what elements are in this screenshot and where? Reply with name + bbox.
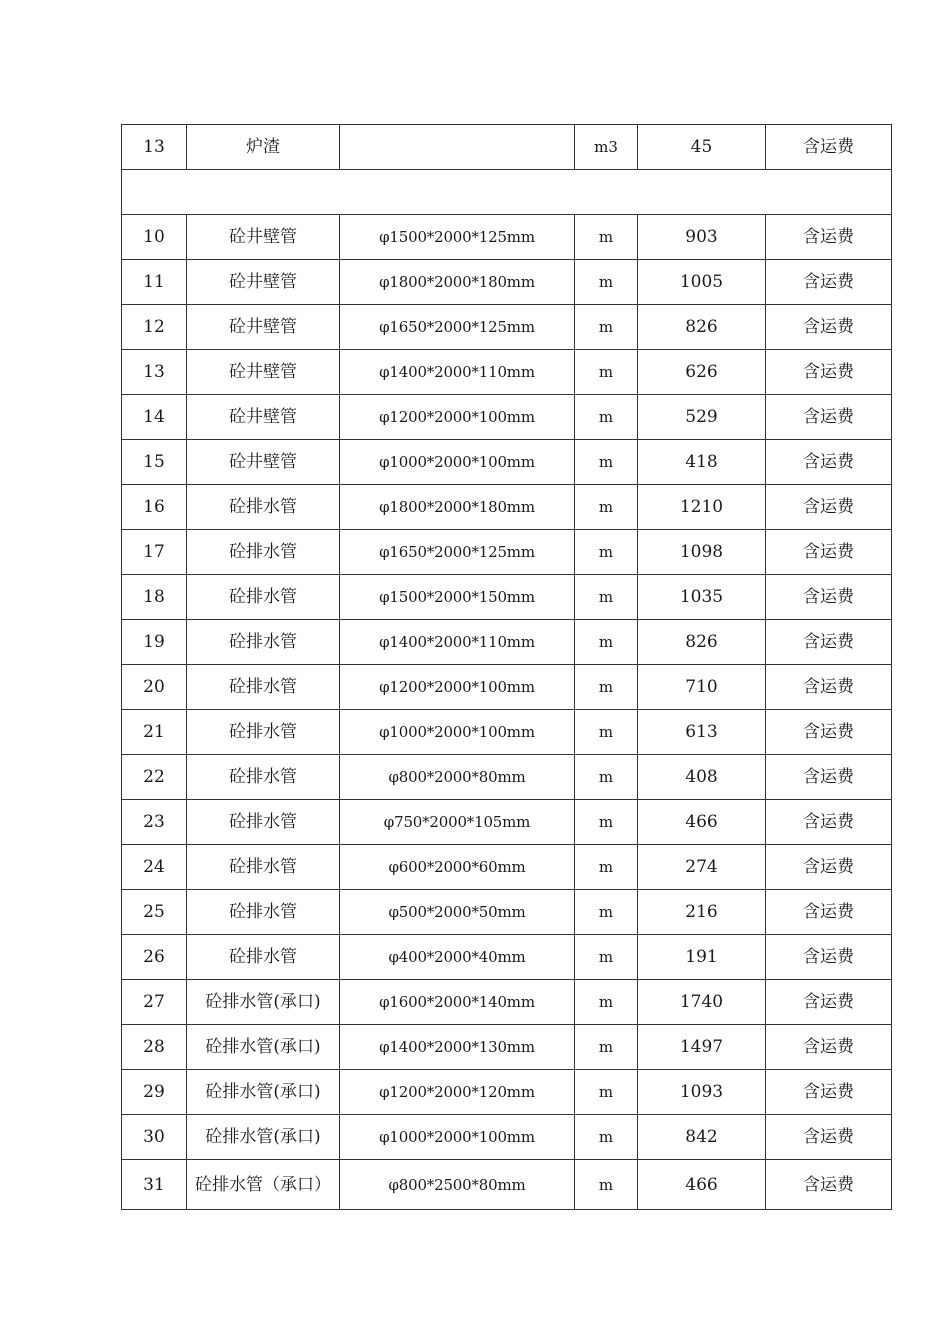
cell-note: 含运费	[766, 440, 892, 485]
table-row	[122, 530, 892, 575]
cell-spec: φ1800*2000*180mm	[340, 260, 575, 305]
cell-unit: m	[575, 1160, 638, 1210]
cell-note: 含运费	[766, 575, 892, 620]
cell-spec: φ1600*2000*140mm	[340, 980, 575, 1025]
cell-note: 含运费	[766, 350, 892, 395]
cell-no: 25	[122, 890, 187, 935]
cell-name: 砼排水管（承口）	[187, 1160, 340, 1210]
cell-unit: m	[575, 305, 638, 350]
cell-no: 18	[122, 575, 187, 620]
cell-name: 砼井壁管	[187, 395, 340, 440]
table-body	[122, 125, 892, 1210]
cell-note: 含运费	[766, 260, 892, 305]
cell-note: 含运费	[766, 530, 892, 575]
cell-no: 27	[122, 980, 187, 1025]
table-row	[122, 1070, 892, 1115]
cell-note: 含运费	[766, 800, 892, 845]
cell-note: 含运费	[766, 305, 892, 350]
cell-price: 903	[638, 215, 766, 260]
cell-price: 842	[638, 1115, 766, 1160]
cell-note: 含运费	[766, 125, 892, 170]
price-table	[121, 124, 892, 1210]
cell-spec: φ800*2000*80mm	[340, 755, 575, 800]
cell-unit: m	[575, 260, 638, 305]
cell-price: 826	[638, 620, 766, 665]
cell-name: 砼排水管	[187, 710, 340, 755]
cell-unit: m	[575, 845, 638, 890]
table-row	[122, 1160, 892, 1210]
cell-no: 17	[122, 530, 187, 575]
cell-no: 13	[122, 125, 187, 170]
cell-spec: φ1000*2000*100mm	[340, 1115, 575, 1160]
cell-unit: m	[575, 665, 638, 710]
cell-no: 16	[122, 485, 187, 530]
cell-name: 砼排水管(承口)	[187, 1070, 340, 1115]
cell-no: 20	[122, 665, 187, 710]
cell-spec: φ1650*2000*125mm	[340, 530, 575, 575]
cell-price: 529	[638, 395, 766, 440]
cell-unit: m	[575, 1070, 638, 1115]
cell-name: 砼排水管	[187, 665, 340, 710]
cell-name: 砼排水管	[187, 575, 340, 620]
cell-no: 30	[122, 1115, 187, 1160]
cell-no: 24	[122, 845, 187, 890]
cell-note: 含运费	[766, 980, 892, 1025]
table-row	[122, 485, 892, 530]
cell-no: 22	[122, 755, 187, 800]
cell-price: 1210	[638, 485, 766, 530]
cell-spec: φ600*2000*60mm	[340, 845, 575, 890]
cell-spec: φ1200*2000*120mm	[340, 1070, 575, 1115]
cell-no: 28	[122, 1025, 187, 1070]
cell-spec: φ500*2000*50mm	[340, 890, 575, 935]
cell-name: 砼排水管	[187, 800, 340, 845]
cell-price: 216	[638, 890, 766, 935]
table-row	[122, 440, 892, 485]
table-row	[122, 1115, 892, 1160]
cell-no: 21	[122, 710, 187, 755]
table-row	[122, 800, 892, 845]
table-row	[122, 935, 892, 980]
cell-no: 11	[122, 260, 187, 305]
cell-note: 含运费	[766, 845, 892, 890]
cell-price: 1035	[638, 575, 766, 620]
cell-unit: m	[575, 620, 638, 665]
blank-separator-cell	[122, 170, 892, 215]
cell-name: 砼井壁管	[187, 260, 340, 305]
cell-note: 含运费	[766, 935, 892, 980]
cell-spec: φ1500*2000*150mm	[340, 575, 575, 620]
cell-unit: m	[575, 350, 638, 395]
cell-note: 含运费	[766, 485, 892, 530]
cell-no: 23	[122, 800, 187, 845]
cell-note: 含运费	[766, 890, 892, 935]
cell-note: 含运费	[766, 755, 892, 800]
cell-unit: m	[575, 755, 638, 800]
cell-price: 1740	[638, 980, 766, 1025]
cell-name: 砼排水管	[187, 935, 340, 980]
cell-price: 613	[638, 710, 766, 755]
cell-spec: φ1400*2000*110mm	[340, 350, 575, 395]
cell-price: 1497	[638, 1025, 766, 1070]
cell-unit: m	[575, 1025, 638, 1070]
cell-unit: m	[575, 215, 638, 260]
cell-spec: φ1500*2000*125mm	[340, 215, 575, 260]
cell-unit: m	[575, 980, 638, 1025]
cell-no: 29	[122, 1070, 187, 1115]
table-row	[122, 395, 892, 440]
cell-unit: m	[575, 485, 638, 530]
cell-name: 砼井壁管	[187, 350, 340, 395]
cell-unit: m	[575, 935, 638, 980]
cell-spec: φ400*2000*40mm	[340, 935, 575, 980]
cell-note: 含运费	[766, 710, 892, 755]
cell-spec: φ1200*2000*100mm	[340, 395, 575, 440]
cell-unit: m	[575, 1115, 638, 1160]
cell-price: 710	[638, 665, 766, 710]
table-row-blank	[122, 170, 892, 215]
cell-price: 45	[638, 125, 766, 170]
cell-price: 466	[638, 1160, 766, 1210]
table-row	[122, 845, 892, 890]
cell-note: 含运费	[766, 1160, 892, 1210]
cell-spec: φ1400*2000*110mm	[340, 620, 575, 665]
cell-no: 13	[122, 350, 187, 395]
cell-price: 408	[638, 755, 766, 800]
cell-note: 含运费	[766, 215, 892, 260]
table-row	[122, 620, 892, 665]
cell-name: 砼井壁管	[187, 440, 340, 485]
cell-unit: m	[575, 710, 638, 755]
cell-name: 砼井壁管	[187, 215, 340, 260]
cell-spec: φ1000*2000*100mm	[340, 440, 575, 485]
cell-note: 含运费	[766, 1115, 892, 1160]
cell-no: 12	[122, 305, 187, 350]
cell-note: 含运费	[766, 1025, 892, 1070]
cell-unit: m	[575, 575, 638, 620]
cell-note: 含运费	[766, 1070, 892, 1115]
table-row	[122, 665, 892, 710]
cell-no: 14	[122, 395, 187, 440]
cell-spec: φ1200*2000*100mm	[340, 665, 575, 710]
cell-no: 15	[122, 440, 187, 485]
table-row	[122, 305, 892, 350]
cell-unit: m	[575, 890, 638, 935]
cell-name: 炉渣	[187, 125, 340, 170]
cell-spec: φ1000*2000*100mm	[340, 710, 575, 755]
cell-price: 1098	[638, 530, 766, 575]
cell-no: 10	[122, 215, 187, 260]
cell-name: 砼排水管	[187, 620, 340, 665]
table-row	[122, 710, 892, 755]
cell-name: 砼排水管	[187, 845, 340, 890]
cell-unit: m	[575, 530, 638, 575]
cell-note: 含运费	[766, 665, 892, 710]
cell-no: 31	[122, 1160, 187, 1210]
table-row	[122, 890, 892, 935]
cell-no: 26	[122, 935, 187, 980]
table-row	[122, 755, 892, 800]
cell-name: 砼排水管	[187, 890, 340, 935]
table-row	[122, 980, 892, 1025]
cell-price: 626	[638, 350, 766, 395]
cell-name: 砼排水管(承口)	[187, 1115, 340, 1160]
cell-spec: φ750*2000*105mm	[340, 800, 575, 845]
cell-price: 1093	[638, 1070, 766, 1115]
cell-unit: m	[575, 440, 638, 485]
cell-unit: m	[575, 800, 638, 845]
cell-name: 砼排水管	[187, 485, 340, 530]
table-row	[122, 350, 892, 395]
cell-unit: m	[575, 395, 638, 440]
cell-name: 砼排水管(承口)	[187, 980, 340, 1025]
cell-name: 砼排水管	[187, 530, 340, 575]
table-row-top	[122, 125, 892, 170]
table-row	[122, 1025, 892, 1070]
table-row	[122, 215, 892, 260]
cell-note: 含运费	[766, 620, 892, 665]
cell-unit: m3	[575, 125, 638, 170]
cell-name: 砼排水管(承口)	[187, 1025, 340, 1070]
cell-price: 1005	[638, 260, 766, 305]
cell-price: 466	[638, 800, 766, 845]
cell-price: 826	[638, 305, 766, 350]
cell-note: 含运费	[766, 395, 892, 440]
table-row	[122, 575, 892, 620]
cell-price: 191	[638, 935, 766, 980]
cell-spec	[340, 125, 575, 170]
cell-name: 砼井壁管	[187, 305, 340, 350]
cell-spec: φ1400*2000*130mm	[340, 1025, 575, 1070]
table-row	[122, 260, 892, 305]
cell-name: 砼排水管	[187, 755, 340, 800]
cell-spec: φ800*2500*80mm	[340, 1160, 575, 1210]
cell-spec: φ1800*2000*180mm	[340, 485, 575, 530]
cell-price: 274	[638, 845, 766, 890]
cell-spec: φ1650*2000*125mm	[340, 305, 575, 350]
cell-price: 418	[638, 440, 766, 485]
cell-no: 19	[122, 620, 187, 665]
